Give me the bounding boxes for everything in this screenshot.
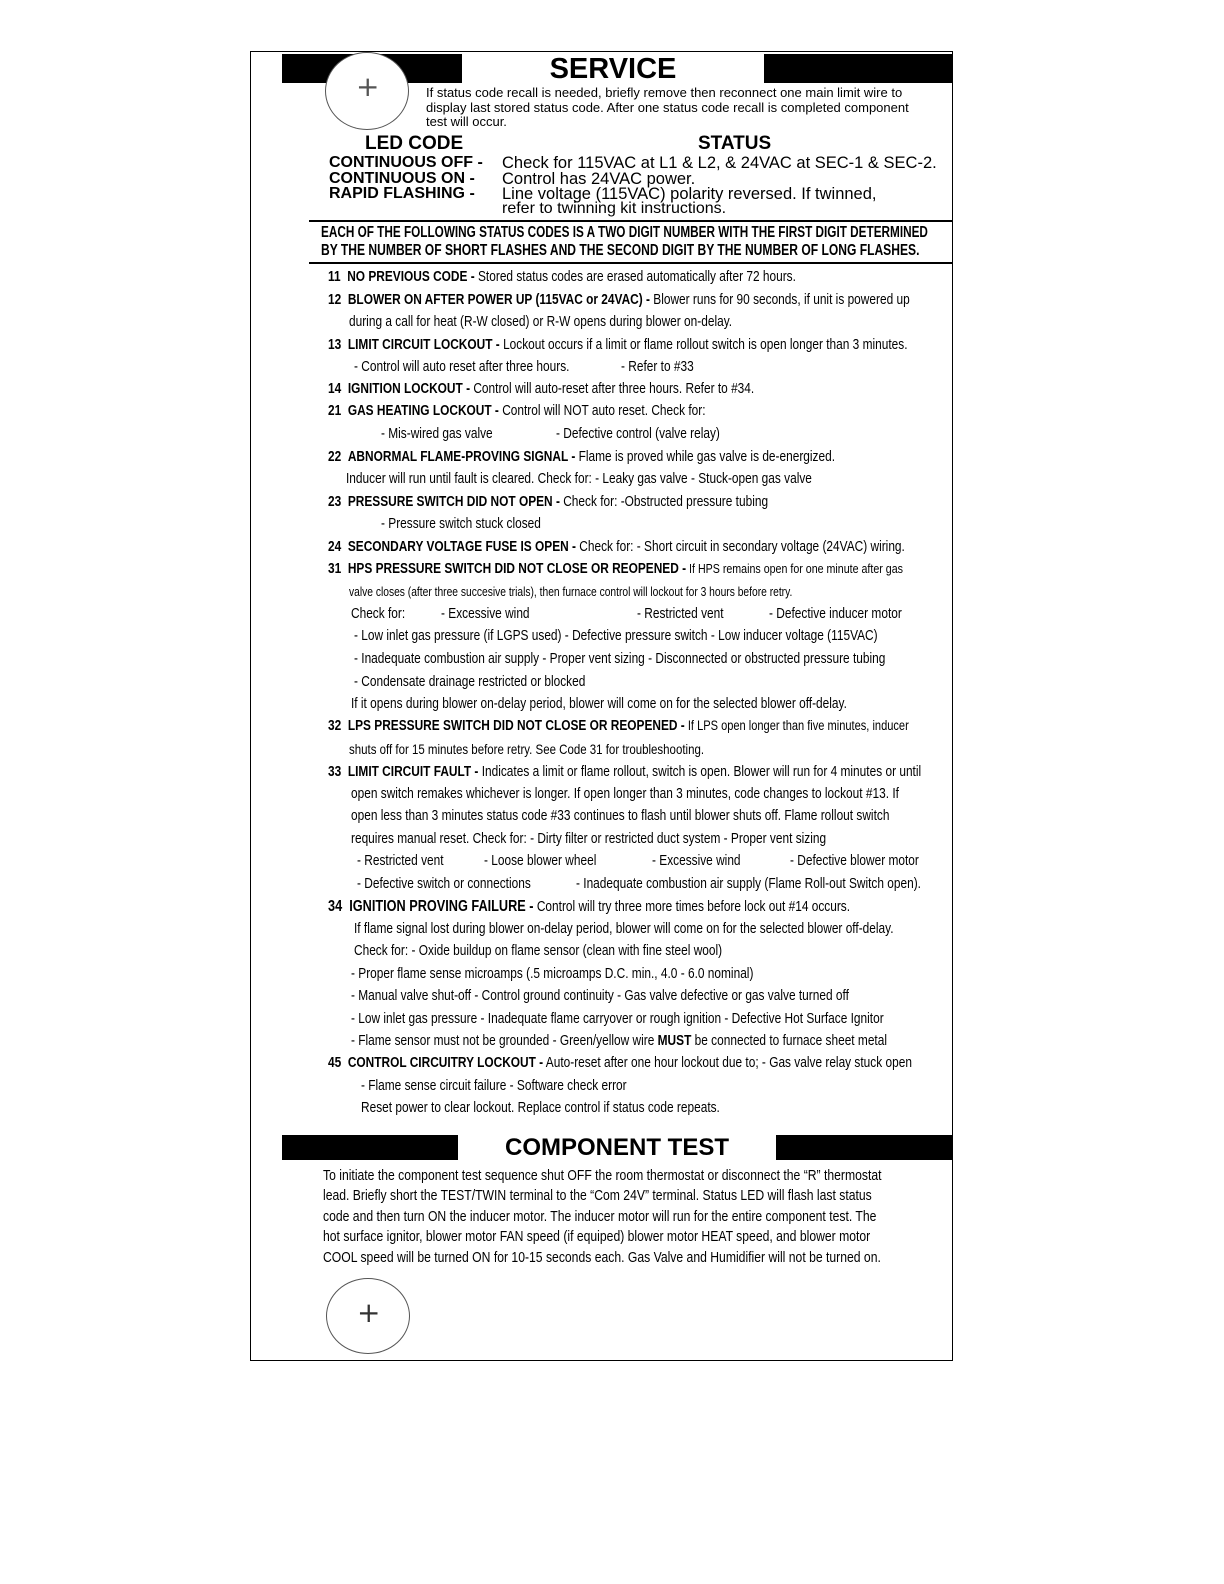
code-33-check-c: - Excessive wind	[652, 853, 741, 869]
code-34-line-6: - Flame sensor must not be grounded - Green/yellow wire MUST be connected to furnace sheet metal	[351, 1033, 887, 1049]
code-34: 34 IGNITION PROVING FAILURE - Control will try three more times before lock out #14 occurs.	[328, 898, 851, 915]
led-code-header: LED CODE	[365, 133, 464, 154]
recall-line-3: test will occur.	[426, 114, 507, 129]
component-test-title: COMPONENT TEST	[458, 1134, 776, 1162]
status-code-banner	[321, 224, 1147, 260]
crosshair-icon: +	[356, 70, 380, 103]
code-33: 33 LIMIT CIRCUIT FAULT - Indicates a limit or flame rollout, switch is open. Blower will run for 4 minutes or until	[328, 764, 922, 780]
code-33-line-2: open less than 3 minutes status code #33 continues to flash until blower shuts off. Flame rollout switch	[351, 808, 890, 824]
code-34-line-3: - Proper flame sense microamps (.5 microamps D.C. min., 4.0 - 6.0 nominal)	[351, 966, 754, 982]
code-31: 31 HPS PRESSURE SWITCH DID NOT CLOSE OR REOPENED - If HPS remains open for one minute after gas	[328, 561, 903, 577]
code-31-check-a: - Excessive wind	[441, 606, 530, 622]
mounting-hole-bottom	[326, 1278, 410, 1354]
led-status-rapid-cont: refer to twinning kit instructions.	[502, 200, 727, 217]
code-34-line-1: If flame signal lost during blower on-delay period, blower will come on for the selected blower off-delay.	[354, 921, 894, 937]
banner-line-1: EACH OF THE FOLLOWING STATUS CODES IS A TWO DIGIT NUMBER WITH THE FIRST DIGIT DETERMINED	[321, 224, 928, 241]
code-11: 11 NO PREVIOUS CODE - Stored status codes are erased automatically after 72 hours.	[328, 269, 796, 285]
code-31-check-b: - Restricted vent	[637, 606, 724, 622]
led-status-off: Check for 115VAC at L1 & L2, & 24VAC at SEC-1 & SEC-2.	[502, 154, 937, 172]
code-21: 21 GAS HEATING LOCKOUT - Control will NOT auto reset. Check for:	[328, 403, 706, 419]
code-31-check: Check for:	[351, 606, 406, 622]
banner-rule-top	[309, 220, 953, 222]
code-33-check-b: - Loose blower wheel	[484, 853, 597, 869]
code-45-line-1: - Flame sense circuit failure - Software check error	[361, 1078, 627, 1094]
component-test-instructions	[323, 1166, 988, 1268]
code-31-cont: valve closes (after three succesive trials), then furnace control will lockout for 3 hours before retry.	[349, 584, 793, 599]
code-31-line-4: - Condensate drainage restricted or blocked	[354, 674, 586, 690]
code-12-cont: during a call for heat (R-W closed) or R-W opens during blower on-delay.	[349, 314, 733, 330]
banner-rule-bottom	[309, 262, 953, 264]
code-23-sub-a: - Pressure switch stuck closed	[381, 516, 541, 532]
component-line-4: hot surface ignitor, blower motor FAN speed (if equiped) blower motor HEAT speed, and blower motor	[323, 1229, 871, 1246]
code-22-cont: Inducer will run until fault is cleared. Check for: - Leaky gas valve - Stuck-open gas valve	[346, 471, 812, 487]
code-31-line-5: If it opens during blower on-delay period, blower will come on for the selected blower off-delay.	[351, 696, 847, 712]
led-status-rapid: Line voltage (115VAC) polarity reversed. If twinned,	[502, 185, 877, 203]
code-34-line-4: - Manual valve shut-off - Control ground continuity - Gas valve defective or gas valve turned off	[351, 988, 849, 1004]
recall-line-2: display last stored status code. After one status code recall is completed component	[426, 99, 909, 115]
led-code-rapid: RAPID FLASHING -	[329, 185, 475, 202]
code-33-line-5b: - Inadequate combustion air supply (Flame Roll-out Switch open).	[576, 876, 921, 892]
code-45: 45 CONTROL CIRCUITRY LOCKOUT - Auto-reset after one hour lockout due to; - Gas valve relay stuck open	[328, 1055, 912, 1071]
code-24: 24 SECONDARY VOLTAGE FUSE IS OPEN - Check for: - Short circuit in secondary voltage (24VAC) wiring.	[328, 539, 905, 555]
code-33-check-d: - Defective blower motor	[790, 853, 919, 869]
component-line-5: COOL speed will be turned ON for 10-15 seconds each. Gas Valve and Humidifier will not be turned on.	[323, 1249, 881, 1266]
component-line-1: To initiate the component test sequence shut OFF the room thermostat or disconnect the “R” thermostat	[323, 1168, 882, 1184]
code-34-line-2: Check for: - Oxide buildup on flame sensor (clean with fine steel wool)	[354, 943, 723, 959]
code-33-check-a: - Restricted vent	[357, 853, 444, 869]
code-14: 14 IGNITION LOCKOUT - Control will auto-reset after three hours. Refer to #34.	[328, 381, 755, 397]
recall-instructions	[426, 86, 909, 130]
code-13-sub-b: - Refer to #33	[621, 359, 694, 375]
code-21-sub-a: - Mis-wired gas valve	[381, 426, 493, 442]
recall-line-1: If status code recall is needed, briefly remove then reconnect one main limit wire to	[426, 85, 903, 100]
code-45-line-2: Reset power to clear lockout. Replace control if status code repeats.	[361, 1100, 720, 1116]
code-33-line-1: open switch remakes whichever is longer. If open longer than 3 minutes, code changes to lockout #13. If	[351, 786, 899, 802]
code-31-line-3: - Inadequate combustion air supply - Proper vent sizing - Disconnected or obstructed pressure tubing	[354, 651, 886, 667]
code-33-line-3: requires manual reset. Check for: - Dirty filter or restricted duct system - Proper vent sizing	[351, 831, 827, 847]
status-header: STATUS	[698, 133, 772, 154]
code-32: 32 LPS PRESSURE SWITCH DID NOT CLOSE OR REOPENED - If LPS open longer than five minutes, inducer	[328, 718, 909, 734]
crosshair-icon: +	[357, 1296, 381, 1329]
component-line-3: code and then turn ON the inducer motor. The inducer motor will run for the entire component test. The	[323, 1208, 877, 1225]
banner-line-2: BY THE NUMBER OF SHORT FLASHES AND THE SECOND DIGIT BY THE NUMBER OF LONG FLASHES.	[321, 242, 920, 259]
code-31-line-2: - Low inlet gas pressure (if LGPS used) - Defective pressure switch - Low inducer voltage (115VAC)	[354, 628, 878, 644]
code-34-line-5: - Low inlet gas pressure - Inadequate flame carryover or rough ignition - Defective Hot Surface Ignitor	[351, 1011, 884, 1027]
code-33-line-5a: - Defective switch or connections	[357, 876, 531, 892]
code-13-sub-a: - Control will auto reset after three hours.	[354, 359, 570, 375]
code-12: 12 BLOWER ON AFTER POWER UP (115VAC or 24VAC) - Blower runs for 90 seconds, if unit is powered up	[328, 292, 910, 308]
led-code-off: CONTINUOUS OFF -	[329, 154, 483, 171]
code-32-cont: shuts off for 15 minutes before retry. See Code 31 for troubleshooting.	[349, 741, 705, 757]
code-13: 13 LIMIT CIRCUIT LOCKOUT - Lockout occurs if a limit or flame rollout switch is open longer than 3 minutes.	[328, 337, 908, 353]
mounting-hole-top	[325, 52, 409, 130]
code-21-sub-b: - Defective control (valve relay)	[556, 426, 720, 442]
service-title: SERVICE	[462, 53, 764, 85]
code-31-check-c: - Defective inducer motor	[769, 606, 902, 622]
code-22: 22 ABNORMAL FLAME-PROVING SIGNAL - Flame is proved while gas valve is de-energized.	[328, 449, 836, 465]
code-23: 23 PRESSURE SWITCH DID NOT OPEN - Check for: -Obstructed pressure tubing	[328, 494, 769, 510]
led-code-on: CONTINUOUS ON -	[329, 170, 475, 187]
component-line-2: lead. Briefly short the TEST/TWIN terminal to the “Com 24V” terminal. Status LED will flash last status	[323, 1188, 872, 1205]
led-status-on: Control has 24VAC power.	[502, 170, 696, 188]
